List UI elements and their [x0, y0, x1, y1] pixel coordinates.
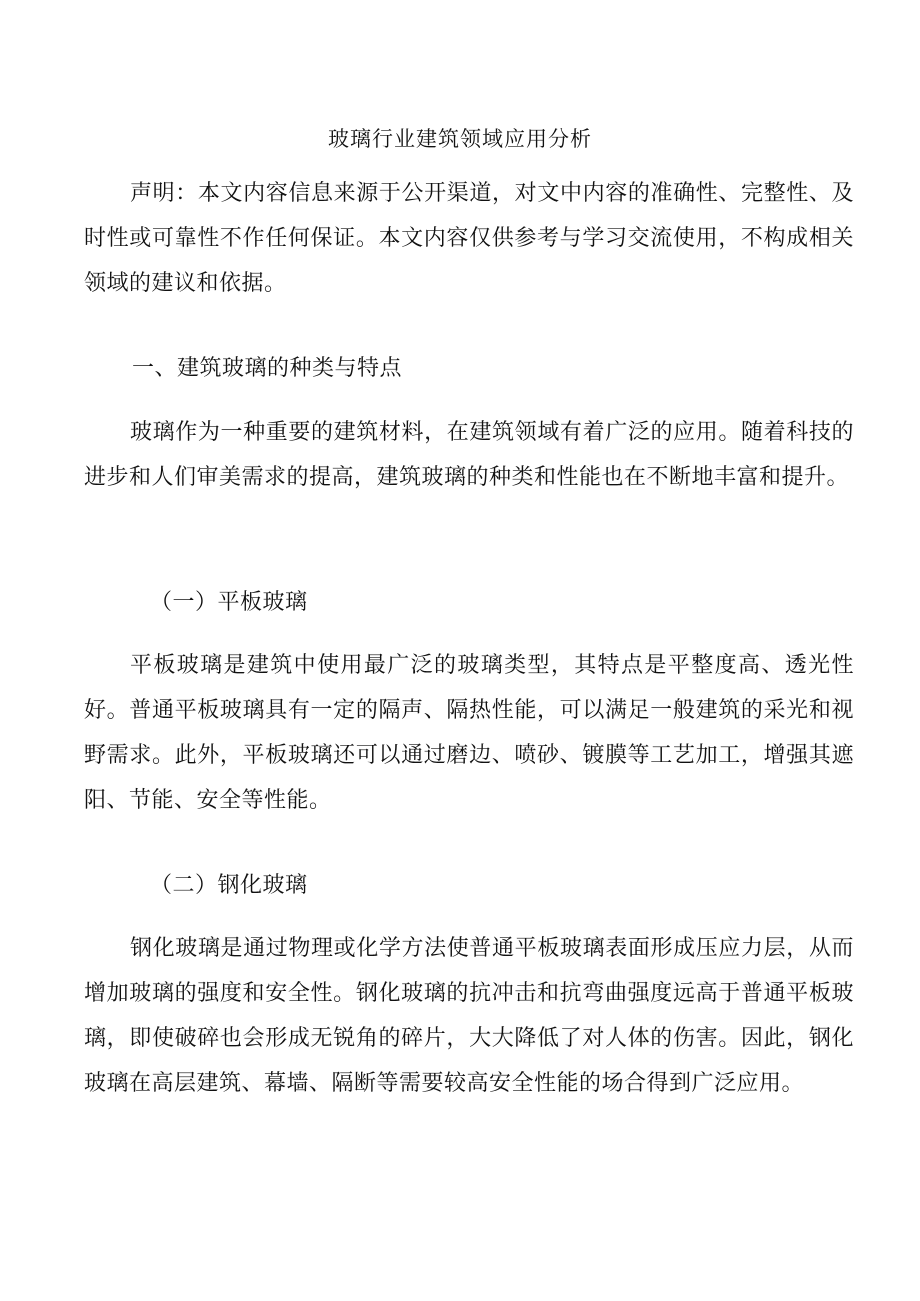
subsection-heading-flat-glass: （一）平板玻璃 — [150, 590, 308, 615]
subsection-heading-tempered-glass: （二）钢化玻璃 — [150, 873, 308, 898]
tempered-glass-paragraph: 钢化玻璃是通过物理或化学方法使普通平板玻璃表面形成压应力层，从而增加玻璃的强度和安全性。钢化玻璃的抗冲击和抗弯曲强度远高于普通平板玻璃，即使破碎也会形成无锐角的碎片，大大降低了对人体的伤害。因此，钢化玻璃在高层建筑、幕墙、隔断等需要较高安全性能的场合得到广泛应用。 — [84, 936, 854, 1096]
flat-glass-paragraph: 平板玻璃是建筑中使用最广泛的玻璃类型，其特点是平整度高、透光性好。普通平板玻璃具有一定的隔声、隔热性能，可以满足一般建筑的采光和视野需求。此外，平板玻璃还可以通过磨边、喷砂、镀膜等工艺加工，增强其遮阳、节能、安全等性能。 — [84, 653, 854, 813]
section-intro-paragraph: 玻璃作为一种重要的建筑材料，在建筑领域有着广泛的应用。随着科技的进步和人们审美需求的提高，建筑玻璃的种类和性能也在不断地丰富和提升。 — [84, 420, 854, 490]
document-title: 玻璃行业建筑领域应用分析 — [328, 127, 592, 151]
section-heading-building-glass-types: 一、建筑玻璃的种类与特点 — [132, 356, 403, 381]
disclaimer-paragraph: 声明：本文内容信息来源于公开渠道，对文中内容的准确性、完整性、及时性或可靠性不作任何保证。本文内容仅供参考与学习交流使用，不构成相关领域的建议和依据。 — [84, 181, 854, 296]
